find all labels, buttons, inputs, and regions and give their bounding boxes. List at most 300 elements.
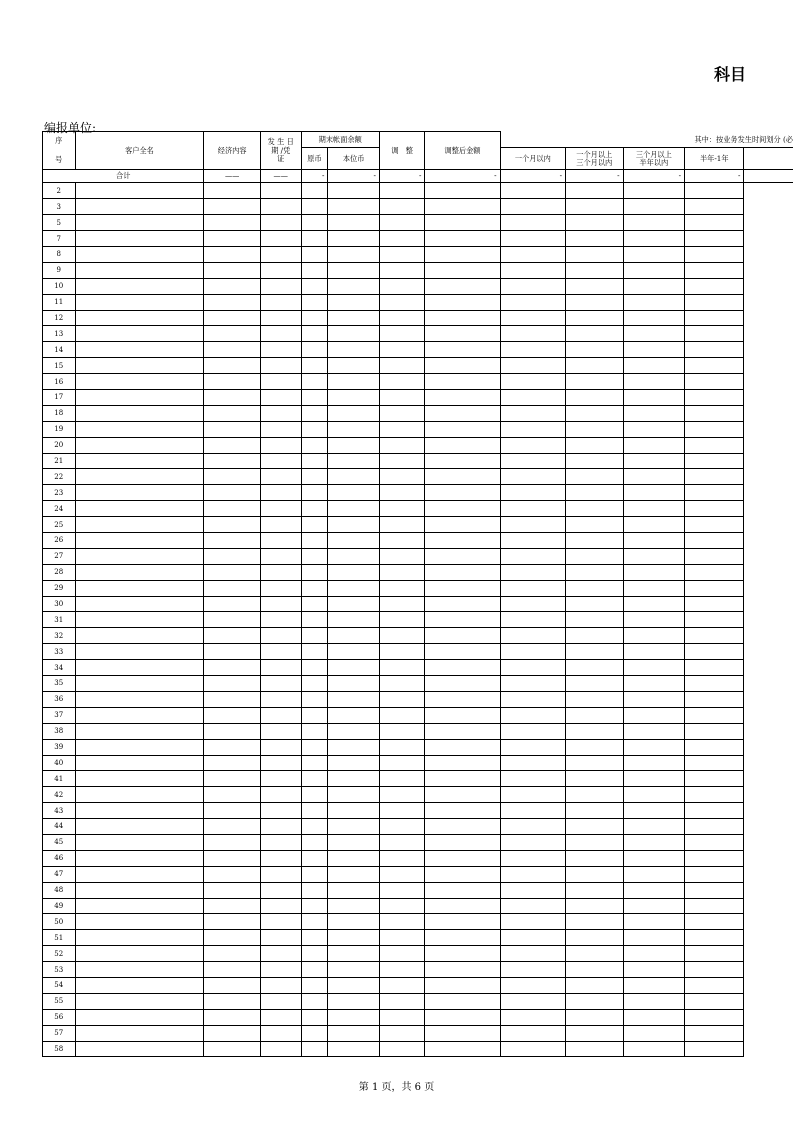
table-cell[interactable] (379, 326, 425, 342)
table-cell[interactable] (425, 262, 500, 278)
table-cell[interactable] (500, 660, 565, 676)
table-cell[interactable] (75, 390, 204, 406)
table-cell[interactable] (75, 183, 204, 199)
table-cell[interactable] (566, 310, 624, 326)
table-cell[interactable] (301, 1041, 328, 1057)
table-cell[interactable] (260, 231, 301, 247)
table-cell[interactable] (425, 914, 500, 930)
table-cell[interactable] (204, 707, 260, 723)
table-cell[interactable] (623, 866, 684, 882)
table-cell[interactable] (623, 739, 684, 755)
table-cell[interactable] (623, 247, 684, 263)
table-cell[interactable] (204, 898, 260, 914)
table-cell[interactable] (379, 421, 425, 437)
table-cell[interactable] (301, 739, 328, 755)
table-cell[interactable] (301, 469, 328, 485)
table-cell[interactable] (260, 278, 301, 294)
table-cell[interactable] (425, 739, 500, 755)
table-cell[interactable] (328, 564, 379, 580)
table-cell[interactable] (328, 962, 379, 978)
table-cell[interactable] (623, 358, 684, 374)
table-cell[interactable] (500, 469, 565, 485)
table-cell[interactable] (301, 819, 328, 835)
table-cell[interactable] (623, 660, 684, 676)
table-cell[interactable] (260, 1009, 301, 1025)
table-cell[interactable] (425, 771, 500, 787)
table-cell[interactable] (500, 993, 565, 1009)
table-cell[interactable] (204, 977, 260, 993)
table-cell[interactable] (75, 453, 204, 469)
table-cell[interactable] (566, 850, 624, 866)
table-cell[interactable] (379, 834, 425, 850)
table-cell[interactable] (425, 628, 500, 644)
table-cell[interactable] (379, 247, 425, 263)
table-cell[interactable] (204, 755, 260, 771)
table-cell[interactable] (425, 898, 500, 914)
table-cell[interactable] (328, 278, 379, 294)
table-cell[interactable] (301, 231, 328, 247)
table-cell[interactable] (204, 247, 260, 263)
table-cell[interactable] (328, 262, 379, 278)
table-cell[interactable] (623, 564, 684, 580)
table-cell[interactable] (500, 612, 565, 628)
table-cell[interactable] (623, 390, 684, 406)
table-cell[interactable] (301, 517, 328, 533)
table-cell[interactable] (379, 564, 425, 580)
table-cell[interactable] (204, 882, 260, 898)
table-cell[interactable] (425, 1009, 500, 1025)
table-cell[interactable] (685, 310, 744, 326)
table-cell[interactable] (75, 660, 204, 676)
table-cell[interactable] (379, 231, 425, 247)
table-cell[interactable] (500, 628, 565, 644)
table-cell[interactable] (623, 946, 684, 962)
table-cell[interactable] (623, 977, 684, 993)
table-cell[interactable] (425, 882, 500, 898)
table-cell[interactable] (260, 501, 301, 517)
table-cell[interactable] (425, 469, 500, 485)
table-cell[interactable] (566, 485, 624, 501)
table-cell[interactable] (260, 993, 301, 1009)
table-cell[interactable] (566, 374, 624, 390)
table-cell[interactable] (204, 930, 260, 946)
table-cell[interactable] (75, 580, 204, 596)
table-cell[interactable] (328, 548, 379, 564)
table-cell[interactable] (328, 866, 379, 882)
table-cell[interactable] (379, 278, 425, 294)
table-cell[interactable] (328, 405, 379, 421)
table-cell[interactable] (328, 596, 379, 612)
table-cell[interactable] (685, 707, 744, 723)
table-cell[interactable] (566, 215, 624, 231)
table-cell[interactable] (260, 612, 301, 628)
table-cell[interactable] (204, 437, 260, 453)
table-cell[interactable] (301, 294, 328, 310)
table-cell[interactable] (500, 421, 565, 437)
table-cell[interactable] (379, 358, 425, 374)
table-cell[interactable] (204, 199, 260, 215)
table-cell[interactable] (379, 485, 425, 501)
table-cell[interactable] (566, 882, 624, 898)
table-cell[interactable] (623, 755, 684, 771)
table-cell[interactable] (623, 771, 684, 787)
table-cell[interactable] (500, 834, 565, 850)
table-cell[interactable] (685, 771, 744, 787)
table-cell[interactable] (500, 453, 565, 469)
table-cell[interactable] (500, 390, 565, 406)
table-cell[interactable] (328, 930, 379, 946)
table-cell[interactable] (301, 437, 328, 453)
table-cell[interactable] (75, 564, 204, 580)
table-cell[interactable] (566, 771, 624, 787)
table-cell[interactable] (301, 453, 328, 469)
table-cell[interactable] (379, 676, 425, 692)
table-cell[interactable] (623, 803, 684, 819)
table-cell[interactable] (379, 787, 425, 803)
table-cell[interactable] (75, 787, 204, 803)
table-cell[interactable] (425, 1025, 500, 1041)
table-cell[interactable] (75, 993, 204, 1009)
table-cell[interactable] (301, 262, 328, 278)
table-cell[interactable] (425, 453, 500, 469)
table-cell[interactable] (623, 517, 684, 533)
table-cell[interactable] (328, 421, 379, 437)
table-cell[interactable] (328, 755, 379, 771)
table-cell[interactable] (566, 898, 624, 914)
table-cell[interactable] (685, 262, 744, 278)
table-cell[interactable] (328, 310, 379, 326)
table-cell[interactable] (623, 533, 684, 549)
table-cell[interactable] (301, 834, 328, 850)
table-cell[interactable] (685, 977, 744, 993)
table-cell[interactable] (301, 755, 328, 771)
table-cell[interactable] (260, 564, 301, 580)
table-cell[interactable] (566, 405, 624, 421)
table-cell[interactable] (685, 278, 744, 294)
table-cell[interactable] (685, 453, 744, 469)
table-cell[interactable] (500, 183, 565, 199)
table-cell[interactable] (328, 898, 379, 914)
table-cell[interactable] (204, 819, 260, 835)
table-cell[interactable] (623, 882, 684, 898)
table-cell[interactable] (500, 819, 565, 835)
table-cell[interactable] (204, 914, 260, 930)
table-cell[interactable] (260, 374, 301, 390)
table-cell[interactable] (425, 803, 500, 819)
table-cell[interactable] (500, 580, 565, 596)
table-cell[interactable] (685, 421, 744, 437)
table-cell[interactable] (301, 691, 328, 707)
table-cell[interactable] (328, 691, 379, 707)
table-cell[interactable] (379, 310, 425, 326)
table-cell[interactable] (328, 834, 379, 850)
table-cell[interactable] (500, 358, 565, 374)
table-cell[interactable] (204, 1025, 260, 1041)
table-cell[interactable] (623, 342, 684, 358)
table-cell[interactable] (500, 326, 565, 342)
table-cell[interactable] (623, 1009, 684, 1025)
table-cell[interactable] (260, 580, 301, 596)
table-cell[interactable] (566, 294, 624, 310)
table-cell[interactable] (379, 660, 425, 676)
table-cell[interactable] (500, 946, 565, 962)
table-cell[interactable] (425, 199, 500, 215)
table-cell[interactable] (204, 310, 260, 326)
table-cell[interactable] (566, 755, 624, 771)
table-cell[interactable] (500, 914, 565, 930)
table-cell[interactable] (75, 517, 204, 533)
table-cell[interactable] (75, 946, 204, 962)
table-cell[interactable] (500, 803, 565, 819)
table-cell[interactable] (204, 342, 260, 358)
table-cell[interactable] (328, 199, 379, 215)
table-cell[interactable] (566, 914, 624, 930)
table-cell[interactable] (685, 755, 744, 771)
table-cell[interactable] (425, 977, 500, 993)
table-cell[interactable] (260, 405, 301, 421)
table-cell[interactable] (260, 962, 301, 978)
table-cell[interactable] (301, 501, 328, 517)
table-cell[interactable] (685, 914, 744, 930)
table-cell[interactable] (301, 548, 328, 564)
table-cell[interactable] (301, 866, 328, 882)
table-cell[interactable] (623, 501, 684, 517)
table-cell[interactable] (623, 1041, 684, 1057)
table-cell[interactable] (500, 898, 565, 914)
table-cell[interactable] (425, 962, 500, 978)
table-cell[interactable] (685, 962, 744, 978)
table-cell[interactable] (500, 199, 565, 215)
table-cell[interactable] (566, 517, 624, 533)
table-cell[interactable] (425, 310, 500, 326)
table-cell[interactable] (75, 834, 204, 850)
table-cell[interactable] (500, 548, 565, 564)
table-cell[interactable] (379, 644, 425, 660)
table-cell[interactable] (379, 596, 425, 612)
table-cell[interactable] (685, 1009, 744, 1025)
table-cell[interactable] (260, 787, 301, 803)
table-cell[interactable] (425, 564, 500, 580)
table-cell[interactable] (623, 548, 684, 564)
table-cell[interactable] (379, 977, 425, 993)
table-cell[interactable] (500, 644, 565, 660)
table-cell[interactable] (685, 548, 744, 564)
table-cell[interactable] (75, 421, 204, 437)
table-cell[interactable] (75, 199, 204, 215)
table-cell[interactable] (379, 548, 425, 564)
table-cell[interactable] (566, 660, 624, 676)
table-cell[interactable] (566, 787, 624, 803)
table-cell[interactable] (500, 342, 565, 358)
table-cell[interactable] (301, 199, 328, 215)
table-cell[interactable] (379, 262, 425, 278)
table-cell[interactable] (204, 739, 260, 755)
table-cell[interactable] (500, 723, 565, 739)
table-cell[interactable] (260, 898, 301, 914)
table-cell[interactable] (623, 819, 684, 835)
table-cell[interactable] (623, 199, 684, 215)
table-cell[interactable] (379, 819, 425, 835)
table-cell[interactable] (328, 231, 379, 247)
table-cell[interactable] (566, 1025, 624, 1041)
table-cell[interactable] (301, 771, 328, 787)
table-cell[interactable] (328, 850, 379, 866)
table-cell[interactable] (566, 596, 624, 612)
table-cell[interactable] (623, 580, 684, 596)
table-cell[interactable] (685, 946, 744, 962)
table-cell[interactable] (301, 278, 328, 294)
table-cell[interactable] (623, 723, 684, 739)
table-cell[interactable] (328, 533, 379, 549)
table-cell[interactable] (685, 342, 744, 358)
table-cell[interactable] (425, 390, 500, 406)
table-cell[interactable] (328, 215, 379, 231)
table-cell[interactable] (75, 596, 204, 612)
table-cell[interactable] (260, 485, 301, 501)
table-cell[interactable] (204, 1009, 260, 1025)
table-cell[interactable] (75, 231, 204, 247)
table-cell[interactable] (328, 660, 379, 676)
table-cell[interactable] (260, 533, 301, 549)
table-cell[interactable] (260, 946, 301, 962)
table-cell[interactable] (301, 612, 328, 628)
table-cell[interactable] (301, 930, 328, 946)
table-cell[interactable] (204, 946, 260, 962)
table-cell[interactable] (75, 358, 204, 374)
table-cell[interactable] (500, 707, 565, 723)
table-cell[interactable] (379, 946, 425, 962)
table-cell[interactable] (301, 628, 328, 644)
table-cell[interactable] (685, 644, 744, 660)
table-cell[interactable] (685, 517, 744, 533)
table-cell[interactable] (379, 501, 425, 517)
table-cell[interactable] (425, 930, 500, 946)
table-cell[interactable] (685, 676, 744, 692)
table-cell[interactable] (500, 866, 565, 882)
table-cell[interactable] (260, 644, 301, 660)
table-cell[interactable] (260, 691, 301, 707)
table-cell[interactable] (379, 628, 425, 644)
table-cell[interactable] (204, 390, 260, 406)
table-cell[interactable] (301, 977, 328, 993)
table-cell[interactable] (685, 882, 744, 898)
table-cell[interactable] (328, 1025, 379, 1041)
table-cell[interactable] (260, 517, 301, 533)
table-cell[interactable] (425, 215, 500, 231)
table-cell[interactable] (379, 342, 425, 358)
table-cell[interactable] (75, 723, 204, 739)
table-cell[interactable] (204, 993, 260, 1009)
table-cell[interactable] (379, 850, 425, 866)
table-cell[interactable] (204, 834, 260, 850)
table-cell[interactable] (204, 691, 260, 707)
table-cell[interactable] (500, 374, 565, 390)
table-cell[interactable] (301, 707, 328, 723)
table-cell[interactable] (260, 342, 301, 358)
table-cell[interactable] (75, 914, 204, 930)
table-cell[interactable] (328, 485, 379, 501)
table-cell[interactable] (500, 517, 565, 533)
table-cell[interactable] (500, 294, 565, 310)
table-cell[interactable] (75, 803, 204, 819)
table-cell[interactable] (500, 485, 565, 501)
table-cell[interactable] (204, 294, 260, 310)
table-cell[interactable] (260, 755, 301, 771)
table-cell[interactable] (204, 596, 260, 612)
table-cell[interactable] (500, 1009, 565, 1025)
table-cell[interactable] (260, 215, 301, 231)
table-cell[interactable] (379, 437, 425, 453)
table-cell[interactable] (301, 993, 328, 1009)
table-cell[interactable] (685, 596, 744, 612)
table-cell[interactable] (500, 215, 565, 231)
table-cell[interactable] (301, 390, 328, 406)
table-cell[interactable] (500, 691, 565, 707)
table-cell[interactable] (260, 771, 301, 787)
table-cell[interactable] (301, 564, 328, 580)
table-cell[interactable] (685, 564, 744, 580)
table-cell[interactable] (500, 310, 565, 326)
table-cell[interactable] (500, 977, 565, 993)
table-cell[interactable] (75, 1009, 204, 1025)
table-cell[interactable] (623, 628, 684, 644)
table-cell[interactable] (204, 612, 260, 628)
table-cell[interactable] (328, 453, 379, 469)
table-cell[interactable] (260, 421, 301, 437)
table-cell[interactable] (301, 787, 328, 803)
table-cell[interactable] (500, 930, 565, 946)
table-cell[interactable] (260, 850, 301, 866)
table-cell[interactable] (75, 771, 204, 787)
table-cell[interactable] (500, 1025, 565, 1041)
table-cell[interactable] (301, 374, 328, 390)
table-cell[interactable] (566, 930, 624, 946)
table-cell[interactable] (566, 676, 624, 692)
table-cell[interactable] (328, 294, 379, 310)
table-cell[interactable] (301, 533, 328, 549)
table-cell[interactable] (566, 469, 624, 485)
table-cell[interactable] (204, 723, 260, 739)
table-cell[interactable] (500, 739, 565, 755)
table-cell[interactable] (379, 533, 425, 549)
table-cell[interactable] (204, 803, 260, 819)
table-cell[interactable] (425, 755, 500, 771)
table-cell[interactable] (75, 294, 204, 310)
table-cell[interactable] (301, 962, 328, 978)
table-cell[interactable] (75, 533, 204, 549)
table-cell[interactable] (566, 803, 624, 819)
table-cell[interactable] (75, 548, 204, 564)
table-cell[interactable] (75, 612, 204, 628)
table-cell[interactable] (379, 739, 425, 755)
table-cell[interactable] (328, 707, 379, 723)
table-cell[interactable] (328, 723, 379, 739)
table-cell[interactable] (75, 628, 204, 644)
table-cell[interactable] (301, 342, 328, 358)
table-cell[interactable] (500, 676, 565, 692)
table-cell[interactable] (301, 580, 328, 596)
table-cell[interactable] (566, 437, 624, 453)
table-cell[interactable] (623, 453, 684, 469)
table-cell[interactable] (623, 962, 684, 978)
table-cell[interactable] (685, 993, 744, 1009)
table-cell[interactable] (260, 882, 301, 898)
table-cell[interactable] (328, 803, 379, 819)
table-cell[interactable] (425, 421, 500, 437)
table-cell[interactable] (379, 882, 425, 898)
table-cell[interactable] (623, 612, 684, 628)
table-cell[interactable] (204, 517, 260, 533)
